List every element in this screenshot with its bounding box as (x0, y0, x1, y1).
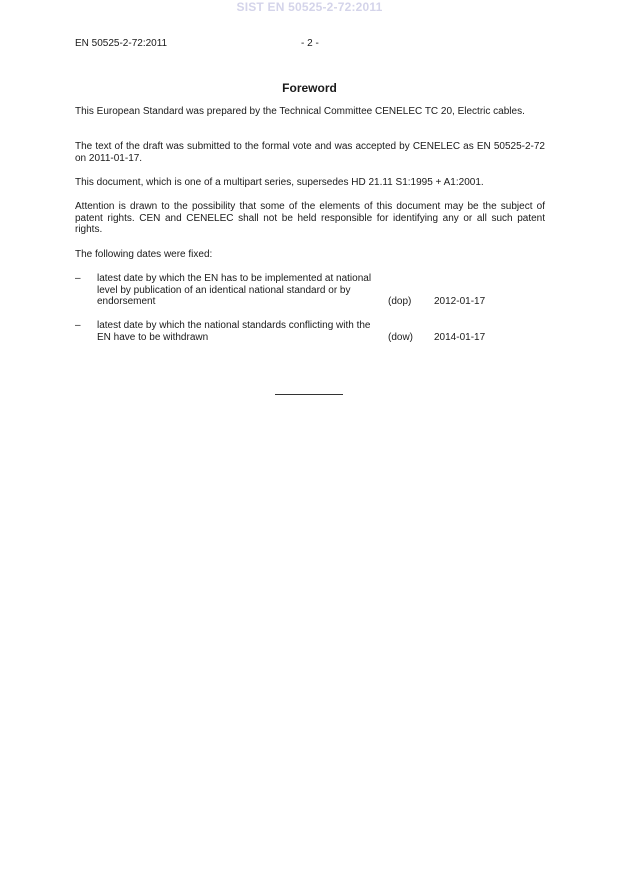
date-abbreviation: (dop) (388, 296, 412, 307)
page-number: - 2 - (301, 38, 319, 49)
document-id: EN 50525-2-72:2011 (75, 38, 168, 49)
date-abbreviation: (dow) (388, 332, 414, 343)
section-separator (275, 394, 343, 395)
date-value: 2014-01-17 (434, 332, 486, 343)
date-value: 2012-01-17 (434, 296, 486, 307)
date-description: latest date by which the national standards conflicting with the EN have to be withdrawn (97, 320, 371, 343)
watermark: SIST EN 50525-2-72:2011 (236, 0, 383, 14)
section-title: Foreword (282, 81, 337, 95)
bullet-dash: – (75, 273, 81, 284)
paragraph-patent-notice: Attention is drawn to the possibility that some of the elements of this document may be the subject of patent rights. CEN and CENELEC shall not be held responsible for identifying any or all such patent rights. (75, 201, 545, 235)
date-description: latest date by which the EN has to be implemented at national level by publication of an identical national standard or by endorsement (97, 273, 372, 307)
paragraph-supersedes: This document, which is one of a multipart series, supersedes HD 21.11 S1:1995 + A1:2001. (75, 177, 484, 188)
paragraph-approval: The text of the draft was submitted to the formal vote and was accepted by CENELEC as EN 50525-2-72 on 2011-01-17. (75, 141, 545, 164)
bullet-dash: – (75, 320, 81, 331)
paragraph-dates-intro: The following dates were fixed: (75, 249, 213, 260)
paragraph-committee: This European Standard was prepared by the Technical Committee CENELEC TC 20, Electric cables. (75, 106, 525, 117)
